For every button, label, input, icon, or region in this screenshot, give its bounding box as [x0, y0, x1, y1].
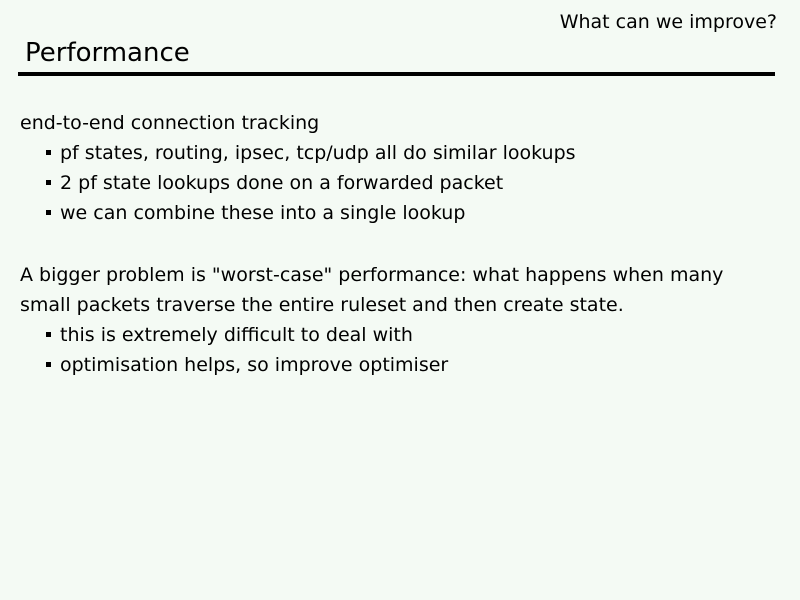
slide-header-note: What can we improve?	[559, 11, 777, 33]
bullet-square-icon	[46, 210, 51, 215]
list-item	[46, 320, 780, 350]
paragraph-line: A bigger problem is "worst-case" performance: what happens when many	[20, 264, 724, 286]
bullet-square-icon	[46, 362, 51, 367]
list-item-label: this is extremely difficult to deal with	[60, 324, 413, 346]
list-item	[46, 350, 780, 380]
bullet-list	[46, 320, 780, 380]
list-item-label: 2 pf state lookups done on a forwarded packet	[60, 172, 504, 194]
page-title: Performance	[25, 38, 190, 68]
section-heading: end-to-end connection tracking	[20, 112, 320, 134]
list-item	[46, 198, 780, 228]
title-divider	[18, 72, 775, 76]
list-item	[46, 138, 780, 168]
bullet-square-icon	[46, 332, 51, 337]
paragraph-line: small packets traverse the entire ruleset and then create state.	[20, 294, 624, 316]
list-item-label: pf states, routing, ipsec, tcp/udp all do similar lookups	[60, 142, 576, 164]
bullet-square-icon	[46, 180, 51, 185]
list-item-label: we can combine these into a single lookup	[60, 202, 466, 224]
paragraph	[20, 260, 780, 320]
list-item	[46, 168, 780, 198]
slide-body	[20, 104, 780, 380]
list-item-label: optimisation helps, so improve optimiser	[60, 354, 449, 376]
bullet-square-icon	[46, 150, 51, 155]
bullet-list	[46, 138, 780, 228]
